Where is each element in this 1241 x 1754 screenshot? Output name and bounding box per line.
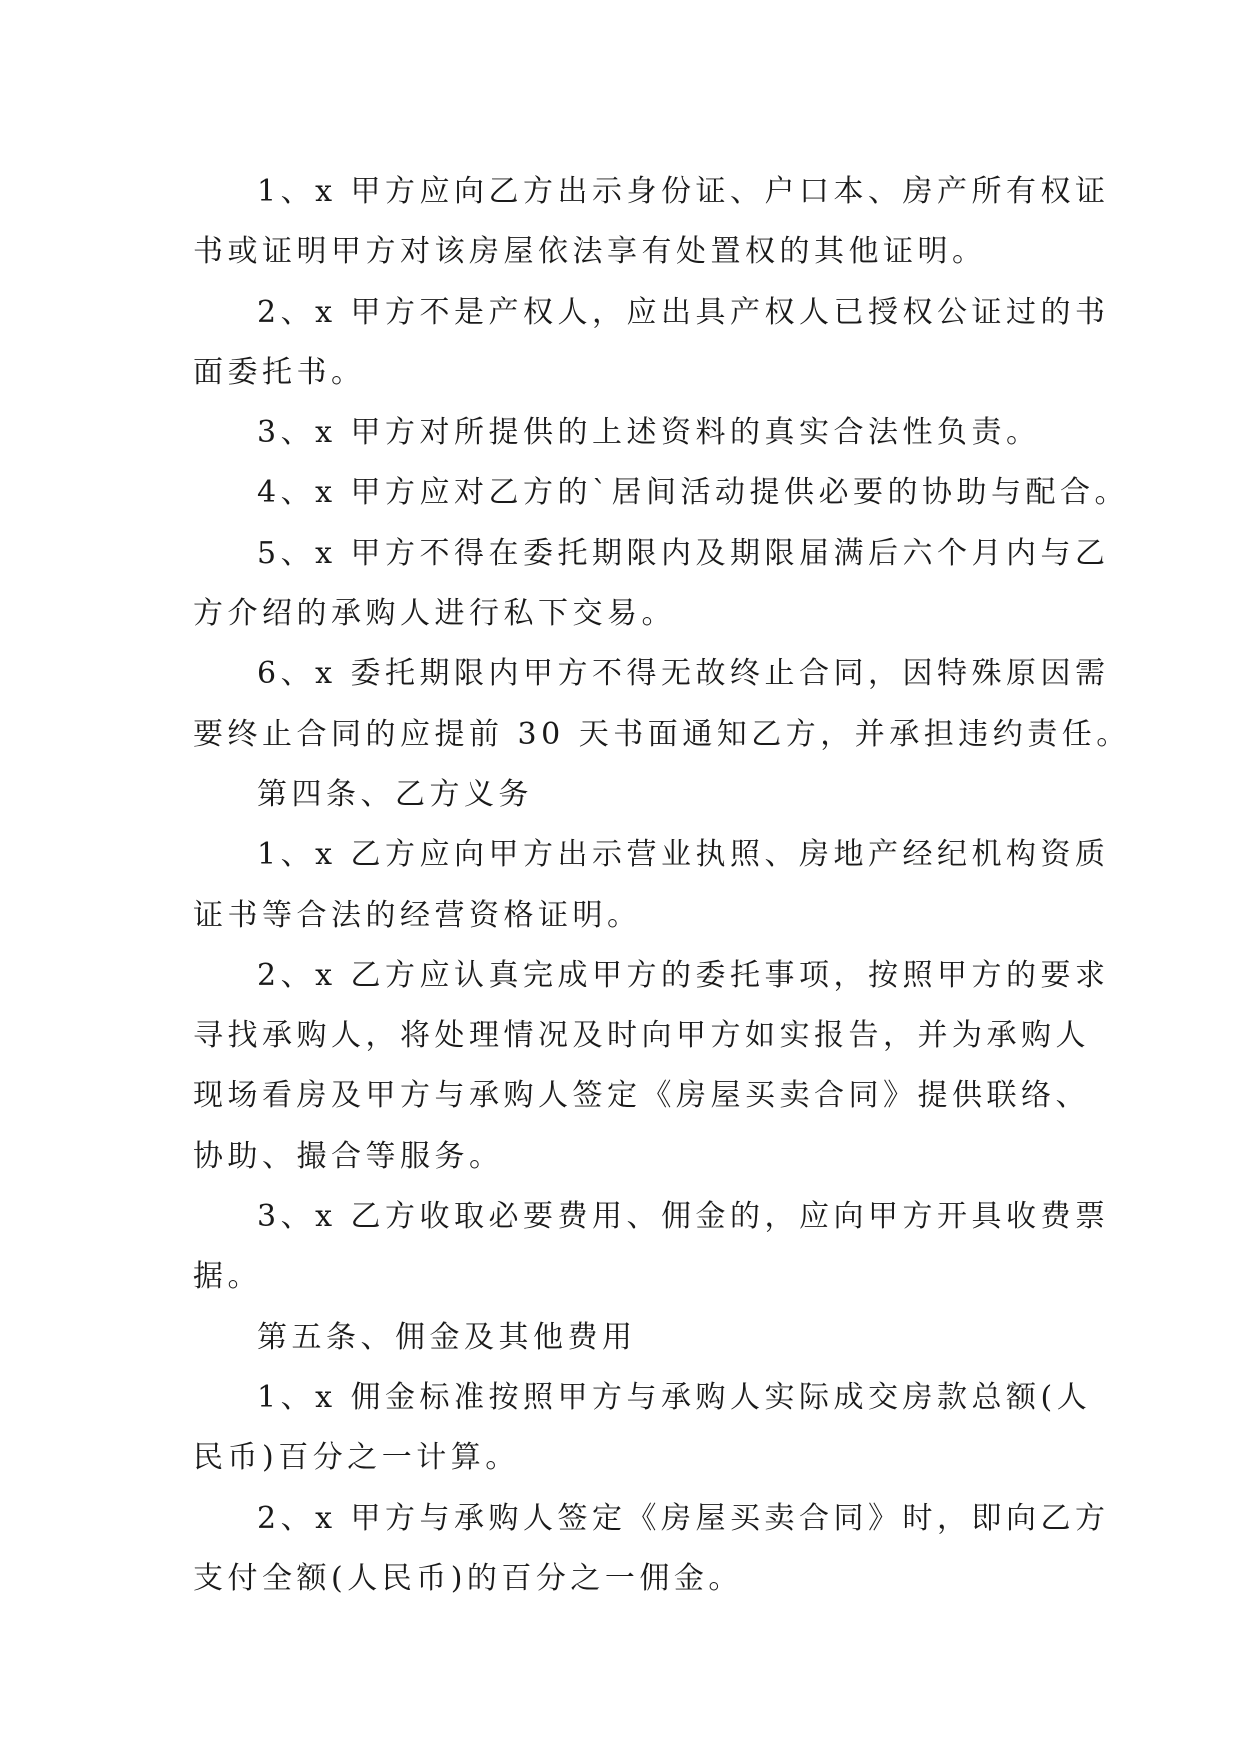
text-line: 5、x 甲方不得在委托期限内及期限届满后六个月内与乙 (257, 535, 1110, 571)
text-line: 面委托书。 (193, 354, 366, 390)
text-line: 要终止合同的应提前 30 天书面通知乙方，并承担违约责任。 (193, 716, 1131, 752)
text-line: 书或证明甲方对该房屋依法享有处置权的其他证明。 (193, 234, 987, 270)
text-line: 4、x 甲方应对乙方的`居间活动提供必要的协助与配合。 (257, 475, 1130, 511)
text-line: 2、x 甲方不是产权人，应出具产权人已授权公证过的书 (257, 294, 1110, 330)
text-line: 1、x 甲方应向乙方出示身份证、户口本、房产所有权证 (257, 174, 1110, 209)
section-heading: 第四条、乙方义务 (257, 776, 533, 812)
text-line: 1、x 乙方应向甲方出示营业执照、房地产经纪机构资质 (257, 837, 1110, 873)
text-line: 现场看房及甲方与承购人签定《房屋买卖合同》提供联络、 (193, 1078, 1090, 1114)
document-body (193, 162, 1131, 1609)
text-line: 协助、撮合等服务。 (193, 1138, 504, 1174)
section-heading: 第五条、佣金及其他费用 (257, 1319, 637, 1355)
text-line: 2、x 乙方应认真完成甲方的委托事项，按照甲方的要求 (257, 957, 1110, 993)
text-line: 3、x 乙方收取必要费用、佣金的，应向甲方开具收费票 (257, 1199, 1110, 1235)
text-line: 方介绍的承购人进行私下交易。 (193, 596, 676, 632)
text-line: 1、x 佣金标准按照甲方与承购人实际成交房款总额(人 (257, 1379, 1092, 1415)
text-line: 据。 (193, 1259, 262, 1295)
text-line: 6、x 委托期限内甲方不得无故终止合同，因特殊原因需 (257, 656, 1110, 692)
text-line: 寻找承购人，将处理情况及时向甲方如实报告，并为承购人 (193, 1018, 1090, 1054)
text-line: 民币)百分之一计算。 (193, 1440, 520, 1476)
text-line: 证书等合法的经营资格证明。 (193, 897, 642, 933)
text-line: 2、x 甲方与承购人签定《房屋买卖合同》时，即向乙方 (257, 1500, 1110, 1536)
text-line: 支付全额(人民币)的百分之一佣金。 (193, 1560, 743, 1596)
text-line: 3、x 甲方对所提供的上述资料的真实合法性负责。 (257, 415, 1041, 451)
